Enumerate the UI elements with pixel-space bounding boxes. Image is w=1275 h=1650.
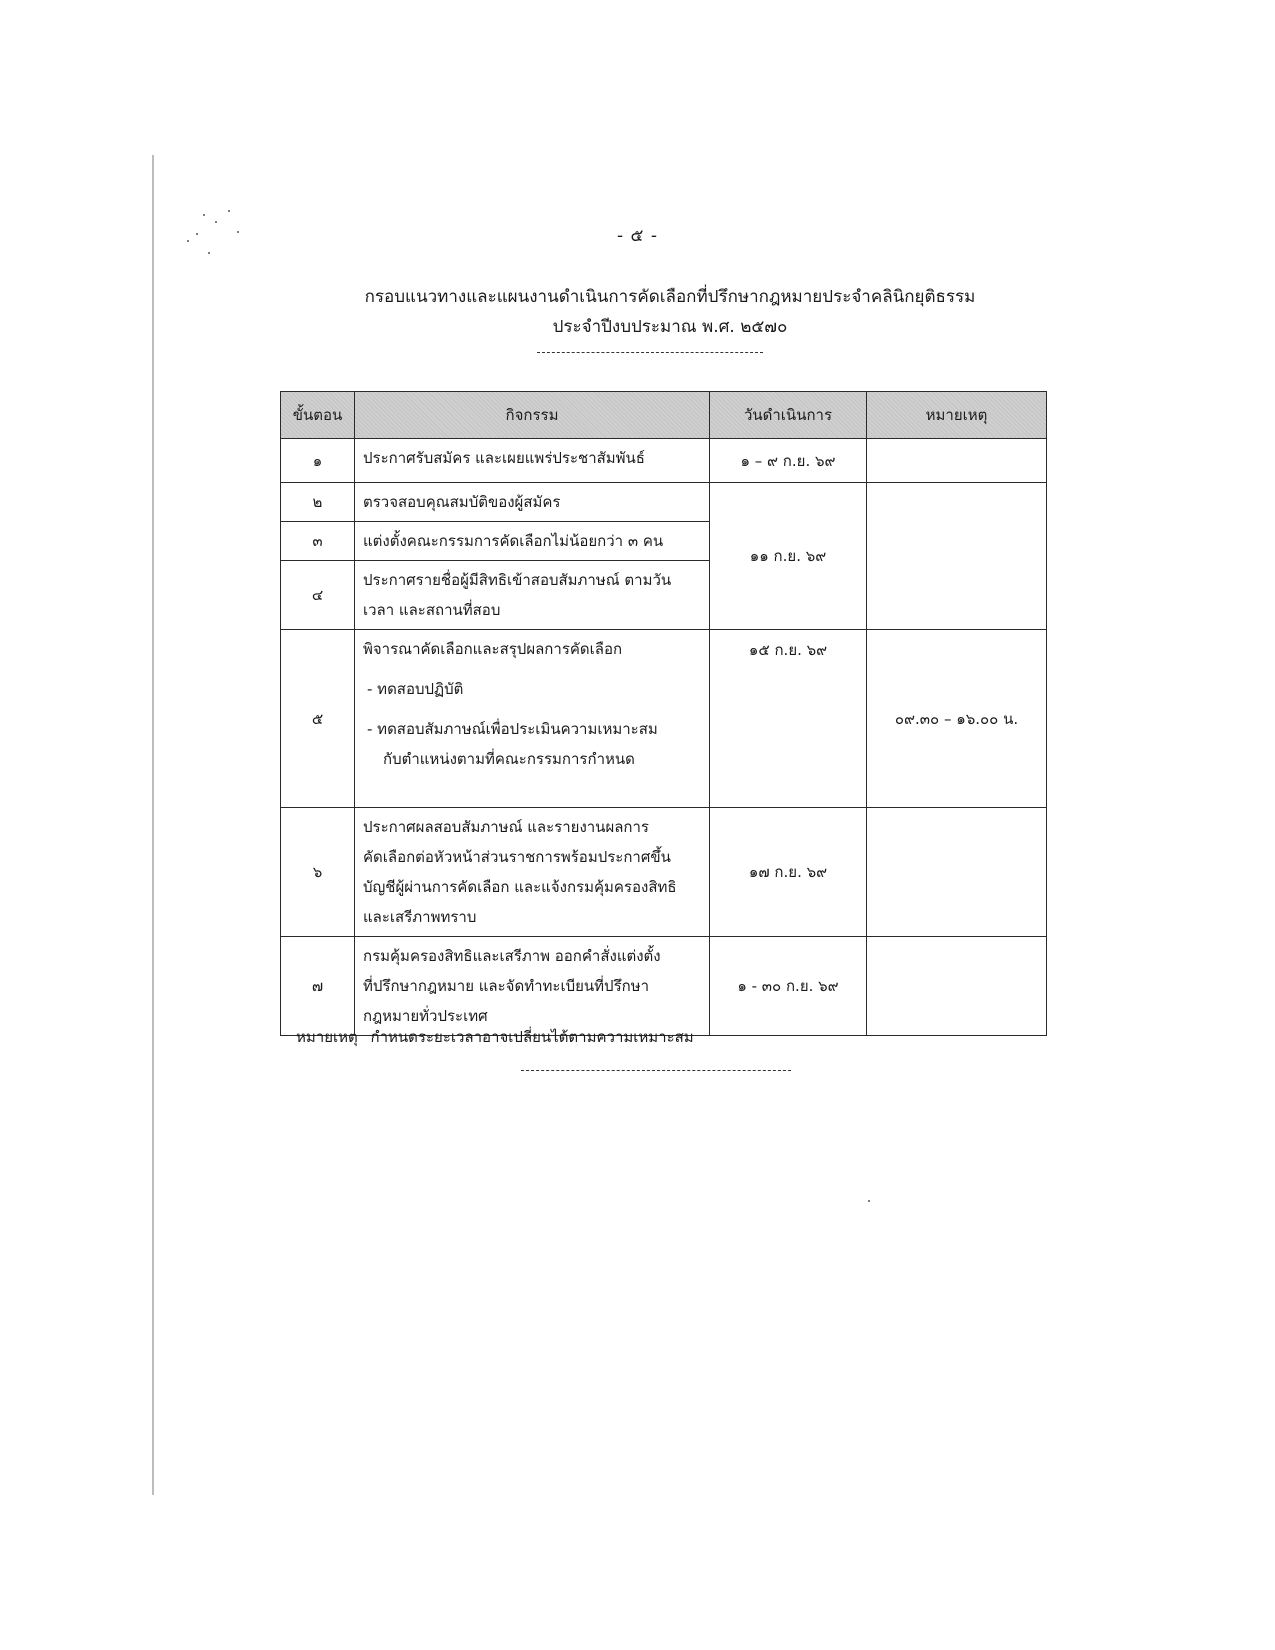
table-row [281, 937, 1047, 1036]
date-cell: ๑๗ ก.ย. ๖๙ [710, 808, 867, 937]
scan-speck [228, 210, 230, 212]
footer-divider [521, 1070, 791, 1071]
scan-margin-line [152, 155, 154, 1495]
activity-cell [355, 561, 710, 630]
activity-line: ประกาศรายชื่อผู้มีสิทธิเข้าสอบสัมภาษณ์ ตามวัน [363, 571, 672, 589]
footnote-text: กำหนดระยะเวลาอาจเปลี่ยนได้ตามความเหมาะสม [370, 1028, 694, 1046]
document-title: กรอบแนวทางและแผนงานดำเนินการคัดเลือกที่ปรึกษากฎหมายประจำคลินิกยุติธรรม [364, 287, 976, 307]
footnote-label: หมายเหตุ [296, 1028, 358, 1046]
header-note: หมายเหตุ [867, 392, 1047, 439]
step-number: ๗ [281, 937, 355, 1036]
table-header-row [281, 392, 1047, 439]
activity-line: พิจารณาคัดเลือกและสรุปผลการคัดเลือก [363, 640, 623, 658]
note-cell [867, 937, 1047, 1036]
step-number: ๓ [281, 522, 355, 561]
note-cell [867, 808, 1047, 937]
footnote [296, 1025, 694, 1049]
activity-line: และเสรีภาพทราบ [363, 908, 477, 926]
note-cell: ๐๙.๓๐ – ๑๖.๐๐ น. [867, 630, 1047, 808]
note-cell [867, 439, 1047, 483]
date-cell: ๑๑ ก.ย. ๖๙ [710, 483, 867, 630]
table-row [281, 630, 1047, 808]
activity-line: เวลา และสถานที่สอบ [363, 601, 501, 619]
activity-line: บัญชีผู้ผ่านการคัดเลือก และแจ้งกรมคุ้มครองสิทธิ [363, 878, 677, 896]
activity-cell: ประกาศรับสมัคร และเผยแพร่ประชาสัมพันธ์ [355, 439, 710, 483]
header-activity: กิจกรรม [355, 392, 710, 439]
date-cell: ๑๕ ก.ย. ๖๙ [710, 630, 867, 808]
table-row [281, 483, 1047, 522]
date-cell: ๑ – ๙ ก.ย. ๖๙ [710, 439, 867, 483]
activity-line: กฎหมายทั่วประเทศ [363, 1007, 488, 1025]
step-number: ๔ [281, 561, 355, 630]
header-date: วันดำเนินการ [710, 392, 867, 439]
table-row [281, 808, 1047, 937]
date-cell: ๑ - ๓๐ ก.ย. ๖๙ [710, 937, 867, 1036]
scan-speck [868, 1200, 870, 1202]
activity-cell [355, 808, 710, 937]
activity-subitem: - ทดสอบสัมภาษณ์เพื่อประเมินความเหมาะสม [367, 720, 658, 738]
activity-line: ที่ปรึกษากฎหมาย และจัดทำทะเบียนที่ปรึกษา [363, 977, 650, 995]
activity-line: ประกาศผลสอบสัมภาษณ์ และรายงานผลการ [363, 818, 649, 836]
step-number: ๑ [281, 439, 355, 483]
header-step: ขั้นตอน [281, 392, 355, 439]
note-cell [867, 483, 1047, 630]
activity-cell [355, 630, 710, 808]
activity-cell: ตรวจสอบคุณสมบัติของผู้สมัคร [355, 483, 710, 522]
document-subtitle: ประจำปีงบประมาณ พ.ศ. ๒๕๗๐ [552, 317, 788, 337]
activity-cell: แต่งตั้งคณะกรรมการคัดเลือกไม่น้อยกว่า ๓ คน [355, 522, 710, 561]
table-row [281, 439, 1047, 483]
activity-subitem-cont: กับตำแหน่งตามที่คณะกรรมการกำหนด [383, 750, 635, 768]
scan-speck [203, 214, 205, 216]
activity-cell [355, 937, 710, 1036]
step-number: ๒ [281, 483, 355, 522]
step-number: ๕ [281, 630, 355, 808]
activity-line: คัดเลือกต่อหัวหน้าส่วนราชการพร้อมประกาศขึ้น [363, 848, 671, 866]
scan-speck [208, 252, 210, 254]
step-number: ๖ [281, 808, 355, 937]
schedule-table [280, 391, 1047, 1036]
activity-line: กรมคุ้มครองสิทธิและเสรีภาพ ออกคำสั่งแต่งตั้ง [363, 947, 661, 965]
page-number: - ๕ - [617, 226, 658, 246]
activity-subitem: - ทดสอบปฏิบัติ [367, 680, 464, 698]
title-divider [537, 352, 763, 353]
